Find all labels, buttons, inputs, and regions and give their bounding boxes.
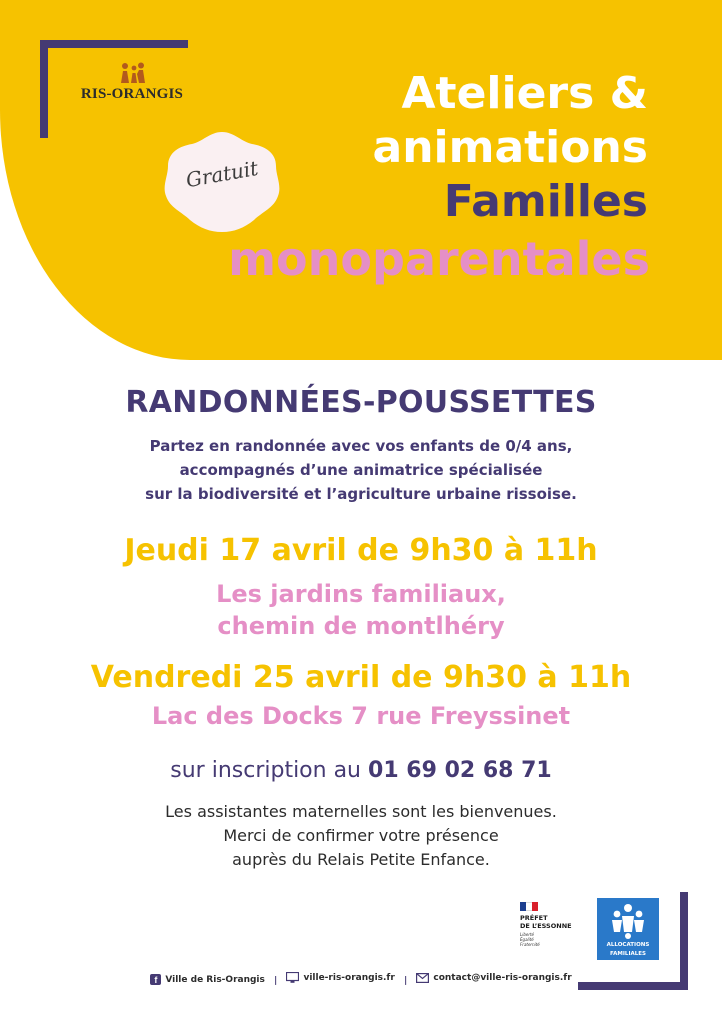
title-line-1: Ateliers & <box>401 68 648 119</box>
ris-orangis-logo <box>62 62 202 103</box>
family-figures-icon <box>117 62 147 84</box>
footer-website[interactable] <box>286 972 394 983</box>
event-name: RANDONNÉES-POUSSETTES <box>125 385 597 420</box>
event-description-line: Partez en randonnée avec vos enfants de 0/4 ans, <box>149 437 573 455</box>
title-line-3: Familles <box>443 176 648 227</box>
caf-text-line: FAMILIALES <box>610 950 646 957</box>
motto-line: Fraternité <box>520 942 540 947</box>
caf-text-line: ALLOCATIONS <box>606 942 650 948</box>
gratuit-badge <box>160 128 284 236</box>
footer-facebook[interactable] <box>150 974 265 985</box>
monitor-icon <box>286 972 299 983</box>
facebook-label: Ville de Ris-Orangis <box>165 974 265 985</box>
logo-text: RIS-ORANGIS <box>80 86 184 102</box>
motto-line: Liberté <box>520 932 535 937</box>
envelope-icon <box>416 973 429 983</box>
footer-email[interactable] <box>416 973 571 983</box>
phone-number[interactable]: 01 69 02 68 71 <box>368 758 552 783</box>
event-description-line: accompagnés d’une animatrice spécialisée <box>179 461 543 479</box>
caf-logo <box>597 898 659 960</box>
badge-text: Gratuit <box>184 155 260 193</box>
event-description-line: sur la biodiversité et l’agriculture urbaine rissoise. <box>145 485 577 503</box>
session-1-date: Jeudi 17 avril de 9h30 à 11h <box>124 533 598 568</box>
website-label: ville-ris-orangis.fr <box>303 972 395 983</box>
footer <box>0 972 722 986</box>
motto-line: Égalité <box>520 937 534 942</box>
separator: | <box>403 976 408 986</box>
note-line: Les assistantes maternelles sont les bienvenues. <box>165 802 557 821</box>
inscription-line <box>0 758 722 783</box>
session-2-place-line: Lac des Docks 7 rue Freyssinet <box>151 702 571 730</box>
prefet-line: PRÉFET <box>520 914 548 922</box>
caf-family-icon <box>608 902 648 940</box>
title-line-4: monoparentales <box>228 232 650 286</box>
french-flag-icon <box>520 902 538 911</box>
prefet-line: DE L’ESSONNE <box>520 922 572 930</box>
title-line-2: animations <box>372 122 648 173</box>
prefet-essonne-logo <box>520 902 590 947</box>
session-1-place-line: Les jardins familiaux, <box>216 580 506 608</box>
email-label: contact@ville-ris-orangis.fr <box>433 973 572 983</box>
facebook-icon: f <box>150 974 161 985</box>
separator: | <box>274 976 278 986</box>
session-1-place-line: chemin de montlhéry <box>217 612 505 640</box>
note-line: auprès du Relais Petite Enfance. <box>232 850 490 869</box>
session-2-date: Vendredi 25 avril de 9h30 à 11h <box>90 660 632 695</box>
inscription-text: sur inscription au <box>170 758 362 783</box>
note-line: Merci de confirmer votre présence <box>223 826 499 845</box>
prefet-motto <box>520 932 590 947</box>
